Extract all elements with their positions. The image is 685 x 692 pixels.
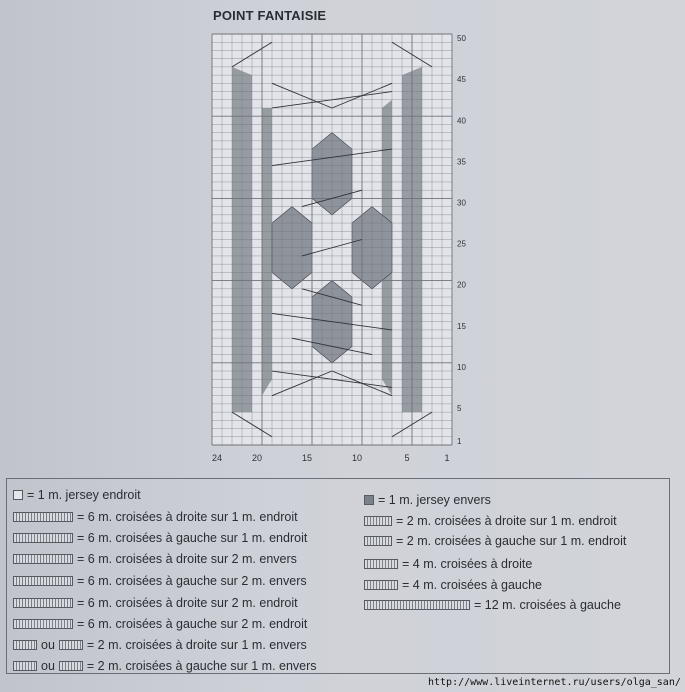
purl-symbol-icon bbox=[364, 495, 374, 505]
legend-item-2-gauche-1-envers bbox=[13, 659, 317, 673]
row-label: 50 bbox=[457, 34, 466, 44]
row-label: 30 bbox=[457, 198, 466, 208]
legend-item-2-droite-1-envers bbox=[13, 638, 307, 652]
cable-6-right-icon bbox=[13, 512, 73, 522]
legend-item-6-gauche-2-envers bbox=[13, 574, 307, 588]
legend-item-4-gauche bbox=[364, 578, 542, 592]
legend-text: = 6 m. croisées à gauche sur 2 m. envers bbox=[77, 574, 307, 588]
cable-6-right-knit2-icon bbox=[13, 598, 73, 608]
row-label: 40 bbox=[457, 116, 466, 126]
col-label: 15 bbox=[301, 453, 313, 463]
row-label: 20 bbox=[457, 280, 466, 290]
legend-text: = 6 m. croisées à gauche sur 2 m. endroit bbox=[77, 617, 308, 631]
legend-text: = 4 m. croisées à droite bbox=[402, 557, 533, 571]
cable-2-left-alt-icon bbox=[59, 661, 83, 671]
row-label: 1 bbox=[457, 436, 462, 446]
legend-text: = 6 m. croisées à gauche sur 1 m. endroit bbox=[77, 531, 308, 545]
cable-4-right-icon bbox=[364, 559, 398, 569]
legend-text: = 6 m. croisées à droite sur 2 m. envers bbox=[77, 552, 297, 566]
legend-text: = 12 m. croisées à gauche bbox=[474, 598, 621, 612]
legend-item-6-droite-1-endroit bbox=[13, 510, 298, 524]
cable-6-left-icon bbox=[13, 533, 73, 543]
cable-2-left-knit-icon bbox=[364, 536, 392, 546]
knitting-chart bbox=[200, 26, 470, 481]
legend-text: = 2 m. croisées à gauche sur 1 m. envers bbox=[86, 659, 317, 673]
row-label: 45 bbox=[457, 75, 466, 85]
cable-2-left-icon bbox=[13, 661, 37, 671]
legend-text: = 6 m. croisées à droite sur 2 m. endroit bbox=[77, 596, 298, 610]
row-label: 35 bbox=[457, 157, 466, 167]
legend-text: = 2 m. croisées à droite sur 1 m. envers bbox=[86, 638, 307, 652]
legend-item-jersey-endroit bbox=[13, 488, 141, 502]
chart-svg bbox=[200, 26, 470, 476]
legend-item-2-gauche-1-endroit bbox=[364, 534, 626, 548]
col-label: 24 bbox=[211, 453, 223, 463]
legend-text: = 1 m. jersey endroit bbox=[27, 488, 141, 502]
legend-item-6-droite-2-envers bbox=[13, 552, 297, 566]
legend-text: = 2 m. croisées à droite sur 1 m. endroit bbox=[396, 514, 617, 528]
cable-12-left-icon bbox=[364, 600, 470, 610]
legend-item-12-gauche bbox=[364, 598, 621, 612]
legend-item-6-gauche-1-endroit bbox=[13, 531, 307, 545]
legend-item-6-gauche-2-endroit bbox=[13, 617, 307, 631]
cable-2-right-knit-icon bbox=[364, 516, 392, 526]
legend-or: ou bbox=[41, 638, 55, 652]
cable-6-right-purl-icon bbox=[13, 554, 73, 564]
row-label: 5 bbox=[457, 404, 462, 414]
legend-text: = 1 m. jersey envers bbox=[378, 493, 491, 507]
col-label: 5 bbox=[404, 453, 410, 463]
cable-6-left-knit2-icon bbox=[13, 619, 73, 629]
legend-item-jersey-envers bbox=[364, 493, 491, 507]
row-label: 25 bbox=[457, 239, 466, 249]
legend-item-4-droite bbox=[364, 557, 532, 571]
cable-6-left-purl-icon bbox=[13, 576, 73, 586]
chart-title: POINT FANTAISIE bbox=[213, 8, 327, 23]
cable-4-left-icon bbox=[364, 580, 398, 590]
legend-item-2-droite-1-endroit bbox=[364, 514, 617, 528]
row-label: 10 bbox=[457, 362, 466, 372]
legend-text: = 6 m. croisées à droite sur 1 m. endroit bbox=[77, 510, 298, 524]
cable-2-right-icon bbox=[13, 640, 37, 650]
watermark-url: http://www.liveinternet.ru/users/olga_san/ bbox=[428, 677, 681, 688]
col-label: 1 bbox=[444, 453, 450, 463]
knit-symbol-icon bbox=[13, 490, 23, 500]
purl-column-left-inner bbox=[262, 108, 272, 396]
legend-text: = 4 m. croisées à gauche bbox=[402, 578, 543, 592]
col-label: 20 bbox=[251, 453, 263, 463]
col-label: 10 bbox=[351, 453, 363, 463]
legend-text: = 2 m. croisées à gauche sur 1 m. endroit bbox=[396, 534, 627, 548]
row-label: 15 bbox=[457, 321, 466, 331]
legend-box bbox=[6, 478, 670, 674]
legend-or: ou bbox=[41, 659, 55, 673]
legend-item-6-droite-2-endroit bbox=[13, 596, 298, 610]
cable-2-right-alt-icon bbox=[59, 640, 83, 650]
